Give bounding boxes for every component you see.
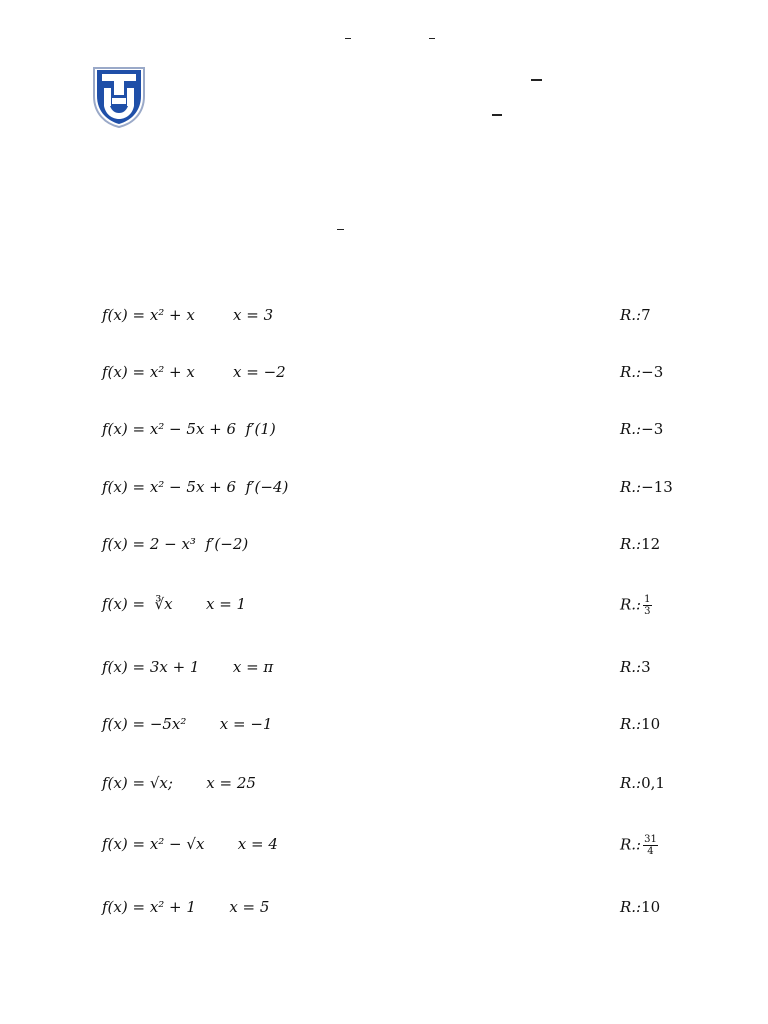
exercise-answer: R.:10 bbox=[620, 898, 661, 916]
exercise-expression: f(x) = x² + x x = 3 bbox=[102, 306, 274, 324]
exercise-row-5 bbox=[0, 534, 768, 574]
exercise-expression: f(x) = x² − √x x = 4 bbox=[102, 835, 278, 853]
exercise-row-9 bbox=[0, 773, 768, 813]
subtitle-dash bbox=[337, 229, 344, 230]
exercise-answer: R.:7 bbox=[620, 306, 651, 324]
exercise-expression: f(x) = x² + 1 x = 5 bbox=[102, 898, 270, 916]
header-dash-1 bbox=[345, 38, 351, 39]
exercise-expression: f(x) = −5x² x = −1 bbox=[102, 715, 273, 733]
exercise-expression: f(x) = x² − 5x + 6 f′(1) bbox=[102, 420, 276, 438]
exercise-answer: R.: $\frac{31}{4}$ bbox=[620, 834, 657, 857]
answer-fraction: $\frac{31}{4}$ bbox=[644, 834, 657, 857]
exercise-answer: R.:−13 bbox=[620, 478, 673, 496]
exercise-row-6 bbox=[0, 594, 768, 634]
exercise-answer: R.:0,1 bbox=[620, 774, 665, 792]
exercise-row-7 bbox=[0, 657, 768, 697]
header-dash-2 bbox=[429, 38, 435, 39]
exercise-row-3 bbox=[0, 419, 768, 459]
exercise-answer: R.:−3 bbox=[620, 420, 664, 438]
exercise-expression: f(x) = x² − 5x + 6 f′(−4) bbox=[102, 478, 289, 496]
exercise-row-8 bbox=[0, 714, 768, 754]
exercise-row-10 bbox=[0, 834, 768, 874]
exercise-answer: R.:3 bbox=[620, 658, 651, 676]
exercise-expression: f(x) = 3x + 1 x = π bbox=[102, 658, 274, 676]
exercise-row-1 bbox=[0, 305, 768, 345]
exercise-answer: R.:12 bbox=[620, 535, 661, 553]
exercise-answer: R.:−3 bbox=[620, 363, 664, 381]
exercise-expression: f(x) = x² + x x = −2 bbox=[102, 363, 286, 381]
exercise-expression: f(x) = √x; x = 25 bbox=[102, 774, 256, 792]
answer-fraction: $\frac{1}{3}$ bbox=[644, 594, 651, 617]
exercise-expression: f(x) = 2 − x³ f′(−2) bbox=[102, 535, 249, 553]
header-dash-3 bbox=[531, 79, 542, 81]
exercise-row-11 bbox=[0, 897, 768, 937]
header-dash-4 bbox=[492, 114, 502, 116]
exercise-answer: R.: $\frac{1}{3}$ bbox=[620, 594, 651, 617]
exercise-expression: f(x) = ∛x x = 1 bbox=[102, 595, 247, 613]
exercise-row-4 bbox=[0, 477, 768, 517]
exercise-answer: R.:10 bbox=[620, 715, 661, 733]
exercise-row-2 bbox=[0, 362, 768, 402]
university-shield-logo-icon bbox=[92, 66, 146, 128]
